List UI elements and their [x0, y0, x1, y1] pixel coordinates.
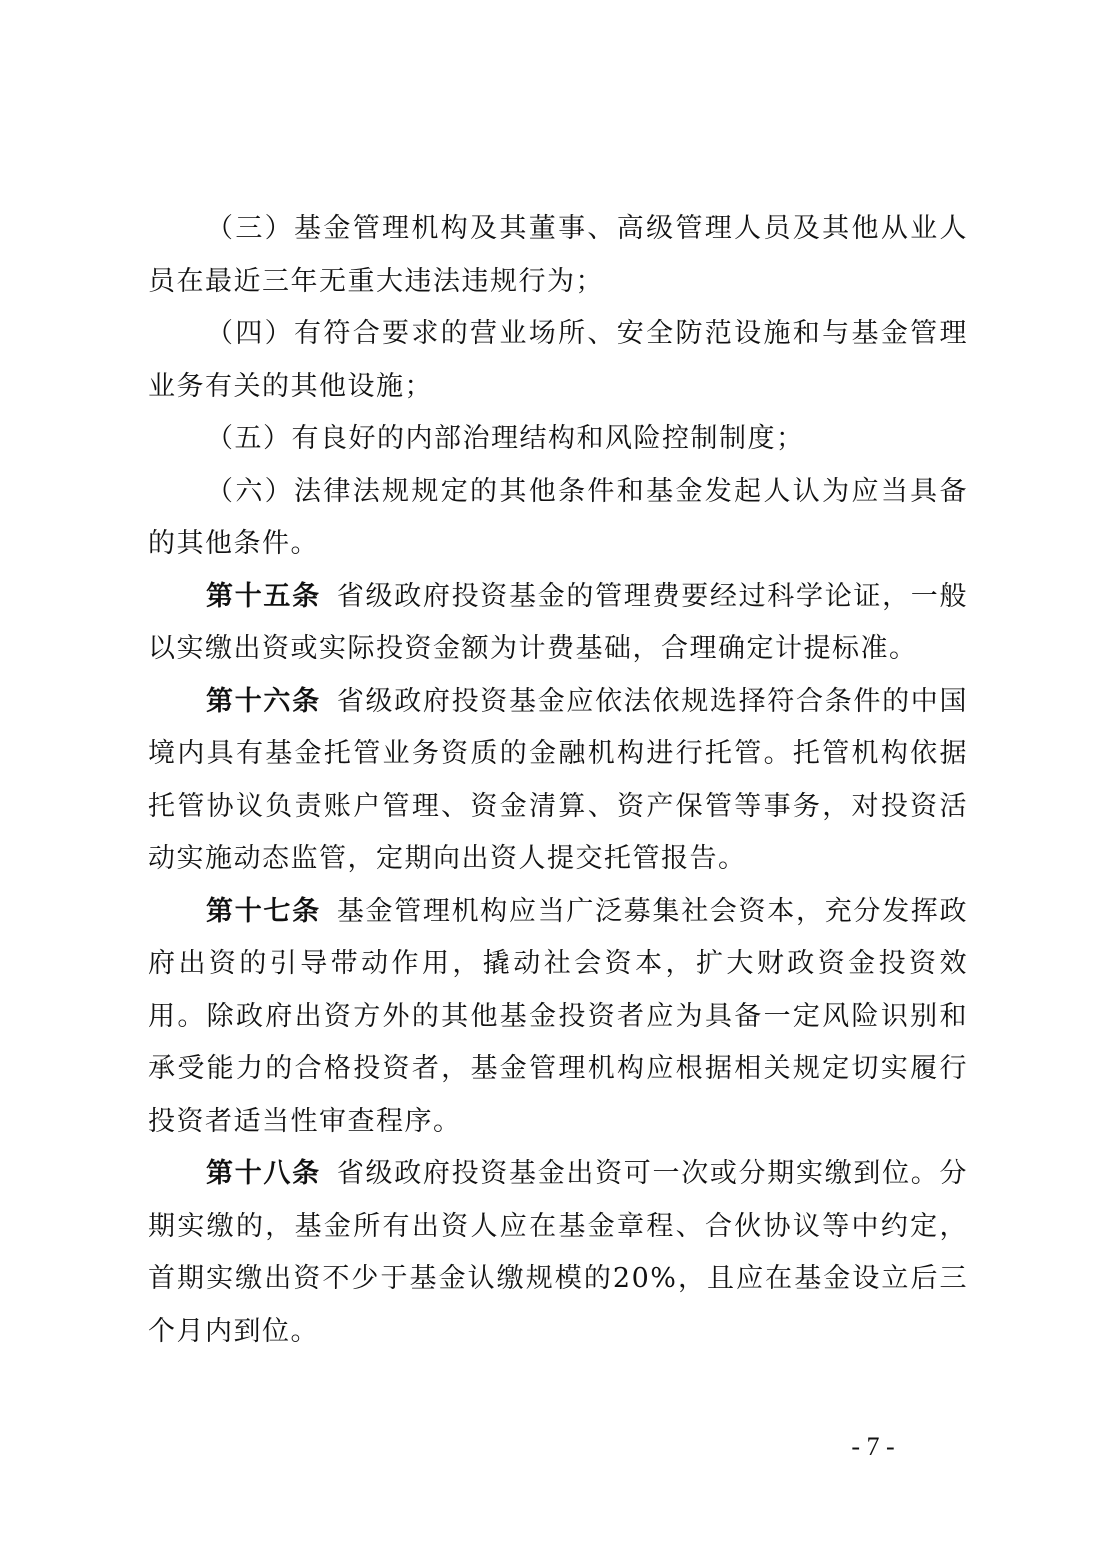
article-16-heading: 第十六条: [206, 685, 321, 717]
article-17-text: 基金管理机构应当广泛募集社会资本，充分发挥政府出资的引导带动作用，撬动社会资本，扩大财政资金投资效用。除政府出资方外的其他基金投资者应为具备一定风险识别和承受能力的合格投资者，基金管理机构应根据相关规定切实履行投资者适当性审查程序。: [148, 895, 969, 1137]
article-15-paragraph: [148, 571, 968, 676]
article-18-text: 省级政府投资基金出资可一次或分期实缴到位。分期实缴的，基金所有出资人应在基金章程、合伙协议等中约定，首期实缴出资不少于基金认缴规模的20%，且应在基金设立后三个月内到位。: [148, 1158, 969, 1347]
body-text: [148, 203, 968, 1358]
article-15-heading: 第十五条: [206, 580, 321, 612]
clause-6-text: （六）法律法规规定的其他条件和基金发起人认为应当具备的其他条件。: [148, 475, 968, 559]
article-17-heading: 第十七条: [206, 895, 321, 927]
article-17-paragraph: [148, 886, 968, 1149]
clause-5-text: （五）有良好的内部治理结构和风险控制制度；: [206, 423, 805, 454]
article-15-text: 省级政府投资基金的管理费要经过科学论证，一般以实缴出资或实际投资金额为计费基础，合理确定计提标准。: [148, 580, 969, 664]
page-number: - 7 -: [851, 1432, 895, 1461]
clause-3-text: （三）基金管理机构及其董事、高级管理人员及其他从业人员在最近三年无重大违法违规行为；: [148, 213, 968, 297]
article-16-text: 省级政府投资基金应依法依规选择符合条件的中国境内具有基金托管业务资质的金融机构进行托管。托管机构依据托管协议负责账户管理、资金清算、资产保管等事务，对投资活动实施动态监管，定期向出资人提交托管报告。: [148, 685, 969, 874]
clause-4-text: （四）有符合要求的营业场所、安全防范设施和与基金管理业务有关的其他设施；: [148, 318, 968, 402]
clause-3-paragraph: [148, 203, 968, 308]
article-18-heading: 第十八条: [206, 1158, 321, 1189]
article-16-paragraph: [148, 676, 968, 886]
clause-4-paragraph: [148, 308, 968, 413]
clause-5-paragraph: [148, 413, 968, 466]
clause-6-paragraph: [148, 466, 968, 571]
article-18-paragraph: [148, 1148, 968, 1358]
